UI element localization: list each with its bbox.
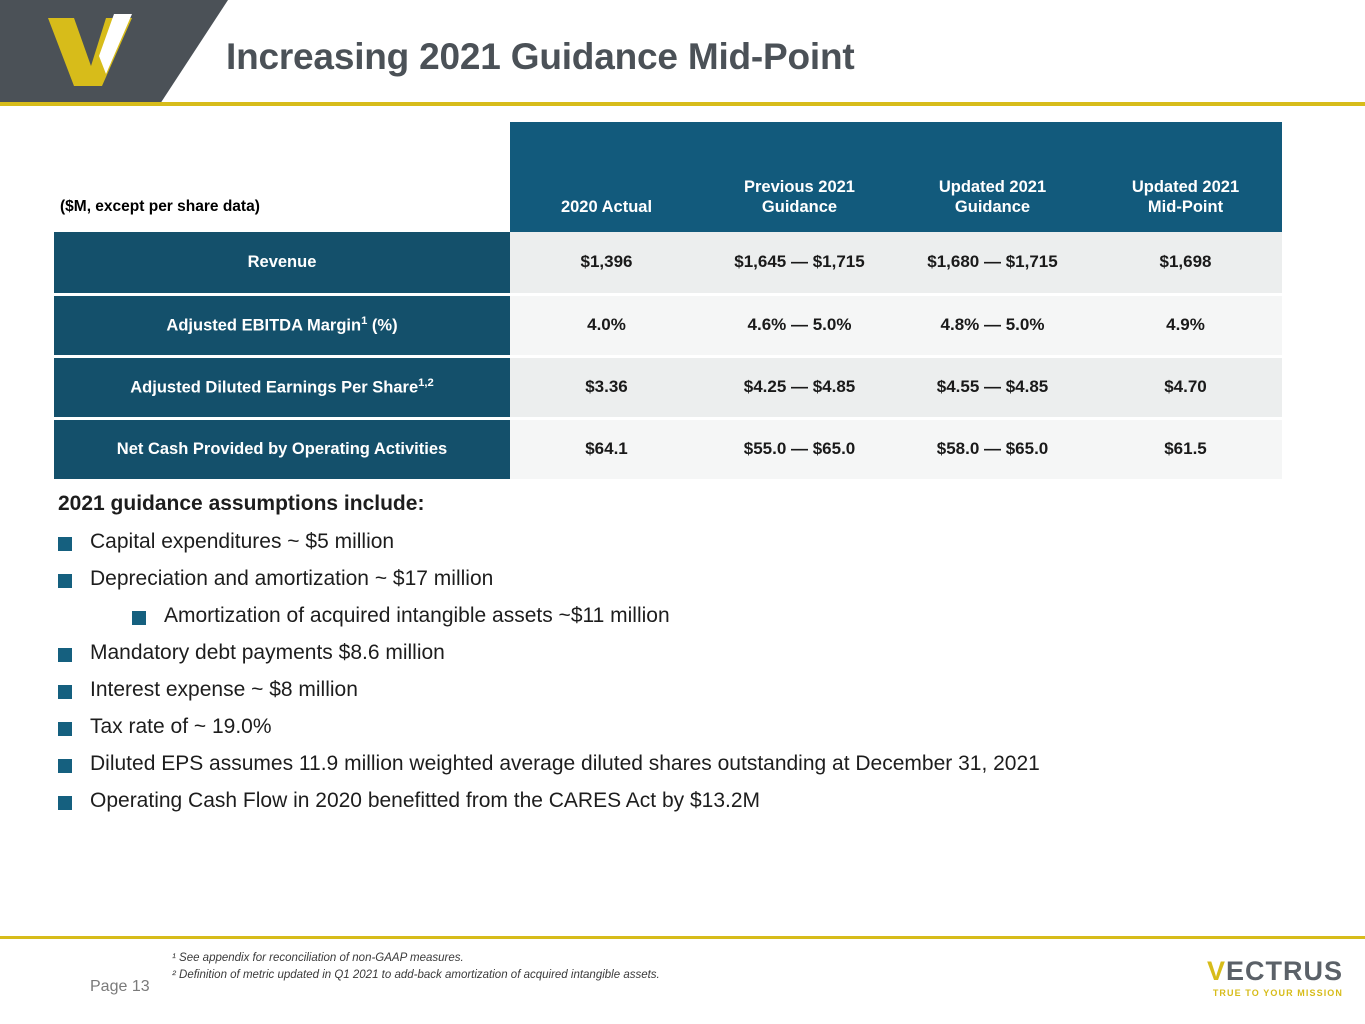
assumptions-section <box>58 492 1328 826</box>
cell-eps-mid-point: $4.70 <box>1089 356 1282 418</box>
row-label-net-cash-operating: Net Cash Provided by Operating Activities <box>54 418 510 480</box>
cell-cash-updated-guidance: $58.0 — $65.0 <box>896 418 1089 480</box>
list-item <box>58 678 1328 702</box>
row-label-adjusted-diluted-eps <box>54 356 510 418</box>
list-item-label: Capital expenditures ~ $5 million <box>90 530 395 553</box>
table-corner-label: ($M, except per share data) <box>54 122 510 232</box>
cell-cash-previous-guidance: $55.0 — $65.0 <box>703 418 896 480</box>
footnote-2: ² Definition of metric updated in Q1 2021 to add-back amortization of acquired intangible assets. <box>172 969 660 982</box>
row-label-tail: (%) <box>367 316 398 335</box>
row-label-adjusted-ebitda-margin <box>54 294 510 356</box>
footnote-1: ¹ See appendix for reconciliation of non-GAAP measures. <box>172 952 464 964</box>
row-label-text: Adjusted Diluted Earnings Per Share <box>130 378 419 397</box>
bullet-square-icon <box>58 722 72 736</box>
footnotes <box>172 950 660 985</box>
column-header-updated-2021-guidance: Updated 2021 Guidance <box>896 122 1089 232</box>
bullet-square-icon <box>58 685 72 699</box>
list-item-label: Tax rate of ~ 19.0% <box>90 715 272 738</box>
list-item-label: Mandatory debt payments $8.6 million <box>90 641 445 664</box>
cell-ebitda-2020-actual: 4.0% <box>510 294 703 356</box>
table-row <box>54 294 1282 356</box>
column-header-previous-2021-guidance: Previous 2021 Guidance <box>703 122 896 232</box>
bullet-square-icon <box>58 648 72 662</box>
bullet-square-icon <box>132 611 146 625</box>
list-item-label: Depreciation and amortization ~ $17 million <box>90 567 494 590</box>
list-item-label: Amortization of acquired intangible assets ~$11 million <box>164 604 670 627</box>
cell-cash-2020-actual: $64.1 <box>510 418 703 480</box>
footer-divider <box>0 936 1365 939</box>
list-item <box>132 604 1328 628</box>
cell-cash-mid-point: $61.5 <box>1089 418 1282 480</box>
bullet-square-icon <box>58 796 72 810</box>
list-item-label: Diluted EPS assumes 11.9 million weighted average diluted shares outstanding at December 31, 2021 <box>90 752 1040 775</box>
vectrus-v-logo-icon <box>44 14 134 88</box>
bullet-square-icon <box>58 759 72 773</box>
table-header-row <box>54 122 1282 232</box>
cell-ebitda-mid-point: 4.9% <box>1089 294 1282 356</box>
vectrus-wordmark <box>1207 958 1343 985</box>
table-row <box>54 232 1282 294</box>
list-item-label: Interest expense ~ $8 million <box>90 678 358 701</box>
slide-header <box>0 0 1365 104</box>
cell-eps-2020-actual: $3.36 <box>510 356 703 418</box>
table-row <box>54 356 1282 418</box>
page-number: Page 13 <box>90 978 150 995</box>
cell-ebitda-updated-guidance: 4.8% — 5.0% <box>896 294 1089 356</box>
vectrus-tagline: TRUE TO YOUR MISSION <box>1212 988 1343 998</box>
row-label-revenue: Revenue <box>54 232 510 294</box>
footer-left-mask <box>0 939 9 1024</box>
cell-revenue-2020-actual: $1,396 <box>510 232 703 294</box>
cell-revenue-previous-guidance: $1,645 — $1,715 <box>703 232 896 294</box>
guidance-table <box>54 122 1282 482</box>
list-item <box>58 567 1328 591</box>
list-item <box>58 641 1328 665</box>
vectrus-footer-logo <box>1207 958 1343 998</box>
vectrus-word-rest: ECTRUS <box>1225 956 1343 986</box>
page-title: Increasing 2021 Guidance Mid-Point <box>226 36 855 77</box>
bullet-square-icon <box>58 537 72 551</box>
list-item-label: Operating Cash Flow in 2020 benefitted from the CARES Act by $13.2M <box>90 789 761 812</box>
row-label-superscript: 1 <box>361 314 368 327</box>
list-item <box>58 530 1328 554</box>
cell-eps-updated-guidance: $4.55 — $4.85 <box>896 356 1089 418</box>
header-divider <box>0 102 1365 106</box>
row-label-text: Adjusted EBITDA Margin <box>166 316 362 335</box>
bullet-square-icon <box>58 574 72 588</box>
column-header-updated-2021-mid-point: Updated 2021 Mid-Point <box>1089 122 1282 232</box>
assumptions-title: 2021 guidance assumptions include: <box>58 492 425 515</box>
list-item <box>58 715 1328 739</box>
guidance-table-container <box>54 122 1282 482</box>
cell-revenue-mid-point: $1,698 <box>1089 232 1282 294</box>
list-item <box>58 752 1328 776</box>
row-label-superscript: 1,2 <box>418 376 434 389</box>
table-row <box>54 418 1282 480</box>
cell-revenue-updated-guidance: $1,680 — $1,715 <box>896 232 1089 294</box>
column-header-2020-actual: 2020 Actual <box>510 122 703 232</box>
list-item <box>58 789 1328 813</box>
cell-eps-previous-guidance: $4.25 — $4.85 <box>703 356 896 418</box>
vectrus-v-mark: V <box>1206 956 1226 986</box>
cell-ebitda-previous-guidance: 4.6% — 5.0% <box>703 294 896 356</box>
